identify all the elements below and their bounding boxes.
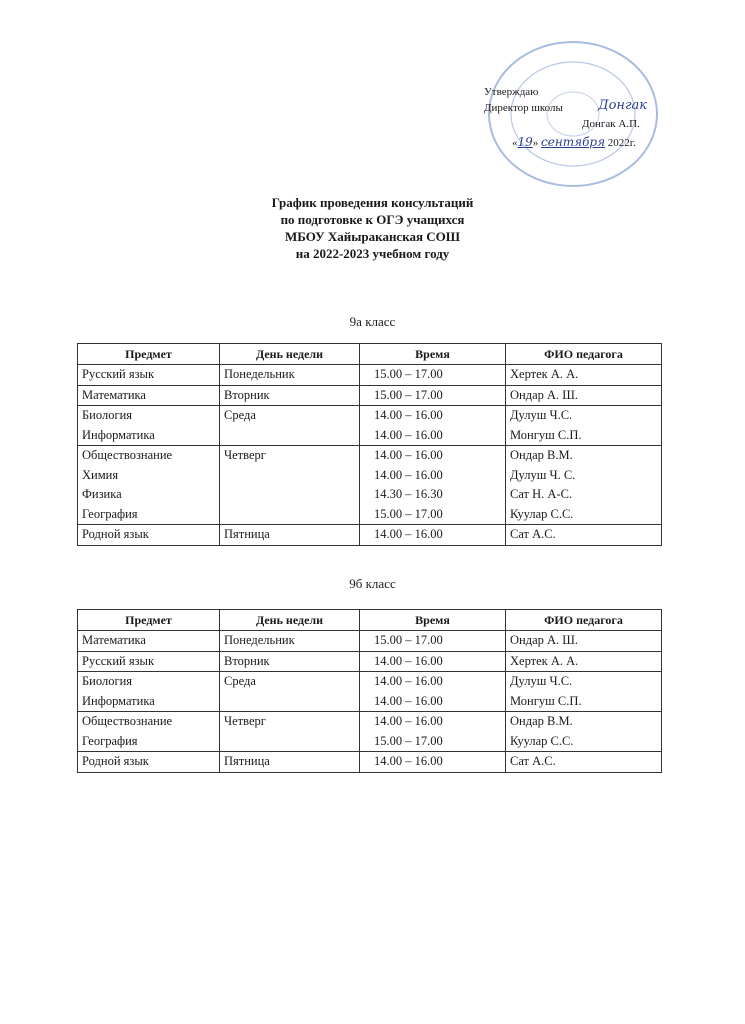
cell-day-value: Понедельник: [224, 633, 295, 647]
cell-time-value: 14.00 – 16.00: [374, 527, 443, 541]
table-row: [78, 365, 662, 386]
cell-subject-value: География: [82, 733, 138, 748]
table-row: [78, 651, 662, 672]
table-row: [78, 525, 662, 546]
cell-teacher-value: Ондар В.М.: [510, 448, 573, 462]
cell-time: [360, 712, 506, 752]
cell-subject: [78, 752, 220, 773]
cell-teacher: [506, 712, 662, 752]
cell-day: [220, 752, 360, 773]
cell-day: [220, 385, 360, 406]
cell-subject-value: Математика: [82, 633, 146, 647]
cell-subject-value: Биология: [82, 674, 133, 688]
cell-time-value: 15.00 – 17.00: [374, 633, 443, 647]
header-time: Время: [360, 344, 506, 365]
cell-time-value: 14.00 – 16.00: [374, 693, 443, 708]
cell-time-value: 15.00 – 17.00: [374, 387, 443, 402]
cell-day: [220, 631, 360, 652]
cell-time-value: 14.00 – 16.00: [374, 674, 443, 688]
approval-date: «19» сентября 2022г.: [512, 135, 636, 149]
schedule-table-9b: [77, 609, 662, 773]
cell-time-value: 14.00 – 16.00: [374, 754, 443, 768]
cell-subject-value: Физика: [82, 487, 122, 501]
class-9b-label: 9б класс: [349, 576, 396, 591]
cell-time-value: 15.00 – 17.00: [374, 733, 443, 748]
table-row: [78, 631, 662, 652]
approval-name: Донгак А.П.: [582, 118, 640, 130]
cell-teacher-value: Монгуш С.П.: [510, 693, 582, 708]
cell-teacher-value: Хертек А. А.: [510, 367, 579, 381]
cell-time: [360, 406, 506, 446]
cell-subject-value: Родной язык: [82, 754, 149, 768]
cell-time-value: 15.00 – 17.00: [374, 367, 443, 381]
approval-month: сентября: [541, 135, 606, 149]
table-header-row: [78, 344, 662, 365]
cell-teacher-value: Сат Н. А-С.: [510, 487, 573, 501]
cell-teacher: [506, 631, 662, 652]
cell-teacher: [506, 651, 662, 672]
cell-subject: [78, 385, 220, 406]
cell-day-value: Четверг: [224, 714, 266, 728]
cell-day: [220, 406, 360, 446]
table-row: [78, 712, 662, 752]
cell-subject-value: География: [82, 506, 138, 521]
header-teacher: ФИО педагога: [506, 610, 662, 631]
cell-subject-value: Русский язык: [82, 653, 155, 668]
cell-teacher-value: Сат А.С.: [510, 527, 556, 541]
cell-teacher: [506, 672, 662, 712]
class-9a-label: 9а класс: [349, 314, 396, 329]
cell-subject: [78, 525, 220, 546]
cell-subject-value: Информатика: [82, 427, 155, 442]
cell-time: [360, 525, 506, 546]
table-header-row: [78, 610, 662, 631]
cell-day-value: Среда: [224, 674, 256, 688]
cell-subject: [78, 712, 220, 752]
cell-subject-value: Родной язык: [82, 527, 149, 541]
cell-time: [360, 631, 506, 652]
cell-day: [220, 365, 360, 386]
cell-teacher: [506, 446, 662, 525]
cell-day: [220, 525, 360, 546]
cell-teacher-value: Сат А.С.: [510, 754, 556, 768]
cell-time-value: 14.00 – 16.00: [374, 653, 443, 668]
approval-approve: Утверждаю: [484, 86, 539, 98]
cell-teacher: [506, 752, 662, 773]
cell-teacher-value: Ондар В.М.: [510, 714, 573, 728]
table-row: [78, 406, 662, 446]
cell-time-value: 14.30 – 16.30: [374, 487, 443, 501]
title-line-4: на 2022-2023 учебном году: [295, 246, 450, 261]
cell-day-value: Вторник: [224, 653, 270, 668]
cell-subject-value: Биология: [82, 408, 133, 422]
cell-teacher: [506, 365, 662, 386]
cell-subject: [78, 672, 220, 712]
cell-day-value: Четверг: [224, 448, 266, 462]
approval-position: Директор школы: [484, 102, 563, 114]
cell-time-value: 14.00 – 16.00: [374, 408, 443, 422]
header-subject: Предмет: [78, 610, 220, 631]
cell-day-value: Пятница: [224, 754, 270, 768]
table-row: [78, 672, 662, 712]
cell-teacher-value: Монгуш С.П.: [510, 427, 582, 442]
cell-teacher: [506, 406, 662, 446]
director-signature: Донгак: [598, 98, 648, 113]
cell-subject-value: Информатика: [82, 693, 155, 708]
cell-teacher: [506, 385, 662, 406]
cell-teacher: [506, 525, 662, 546]
title-line-3: МБОУ Хайыраканская СОШ: [284, 229, 461, 244]
table-row: [78, 385, 662, 406]
header-day: День недели: [220, 610, 360, 631]
cell-time: [360, 752, 506, 773]
approval-block: [478, 84, 678, 156]
cell-day-value: Среда: [224, 408, 256, 422]
cell-day: [220, 651, 360, 672]
cell-subject-value: Химия: [82, 467, 119, 482]
header-day: День недели: [220, 344, 360, 365]
cell-subject: [78, 406, 220, 446]
cell-day-value: Пятница: [224, 527, 270, 541]
cell-time: [360, 651, 506, 672]
cell-teacher-value: Ондар А. Ш.: [510, 387, 579, 402]
cell-day: [220, 672, 360, 712]
cell-subject: [78, 365, 220, 386]
cell-teacher-value: Дулуш Ч. С.: [510, 467, 576, 482]
schedule-table-9a: [77, 343, 662, 546]
document-title: [0, 194, 745, 262]
cell-teacher-value: Дулуш Ч.С.: [510, 674, 573, 688]
table-row: [78, 752, 662, 773]
header-teacher: ФИО педагога: [506, 344, 662, 365]
cell-day: [220, 446, 360, 525]
cell-time: [360, 385, 506, 406]
cell-time-value: 14.00 – 16.00: [374, 427, 443, 442]
cell-time: [360, 365, 506, 386]
cell-subject-value: Математика: [82, 387, 146, 402]
cell-time-value: 14.00 – 16.00: [374, 467, 443, 482]
cell-subject-value: Русский язык: [82, 367, 155, 381]
cell-day: [220, 712, 360, 752]
approval-day: 19: [517, 135, 533, 149]
cell-time-value: 15.00 – 17.00: [374, 506, 443, 521]
header-time: Время: [360, 610, 506, 631]
cell-time: [360, 446, 506, 525]
cell-teacher-value: Дулуш Ч.С.: [510, 408, 573, 422]
title-line-2: по подготовке к ОГЭ учащихся: [280, 212, 465, 227]
title-line-1: График проведения консультаций: [271, 195, 474, 210]
cell-subject-value: Обществознание: [82, 448, 173, 462]
cell-day-value: Вторник: [224, 387, 270, 402]
cell-teacher-value: Ондар А. Ш.: [510, 633, 579, 647]
cell-teacher-value: Куулар С.С.: [510, 506, 574, 521]
cell-subject-value: Обществознание: [82, 714, 173, 728]
cell-time-value: 14.00 – 16.00: [374, 714, 443, 728]
cell-time-value: 14.00 – 16.00: [374, 448, 443, 462]
cell-subject: [78, 446, 220, 525]
cell-time: [360, 672, 506, 712]
cell-teacher-value: Куулар С.С.: [510, 733, 574, 748]
cell-subject: [78, 651, 220, 672]
header-subject: Предмет: [78, 344, 220, 365]
cell-day-value: Понедельник: [224, 367, 295, 381]
cell-teacher-value: Хертек А. А.: [510, 653, 579, 668]
table-row: [78, 446, 662, 525]
cell-subject: [78, 631, 220, 652]
